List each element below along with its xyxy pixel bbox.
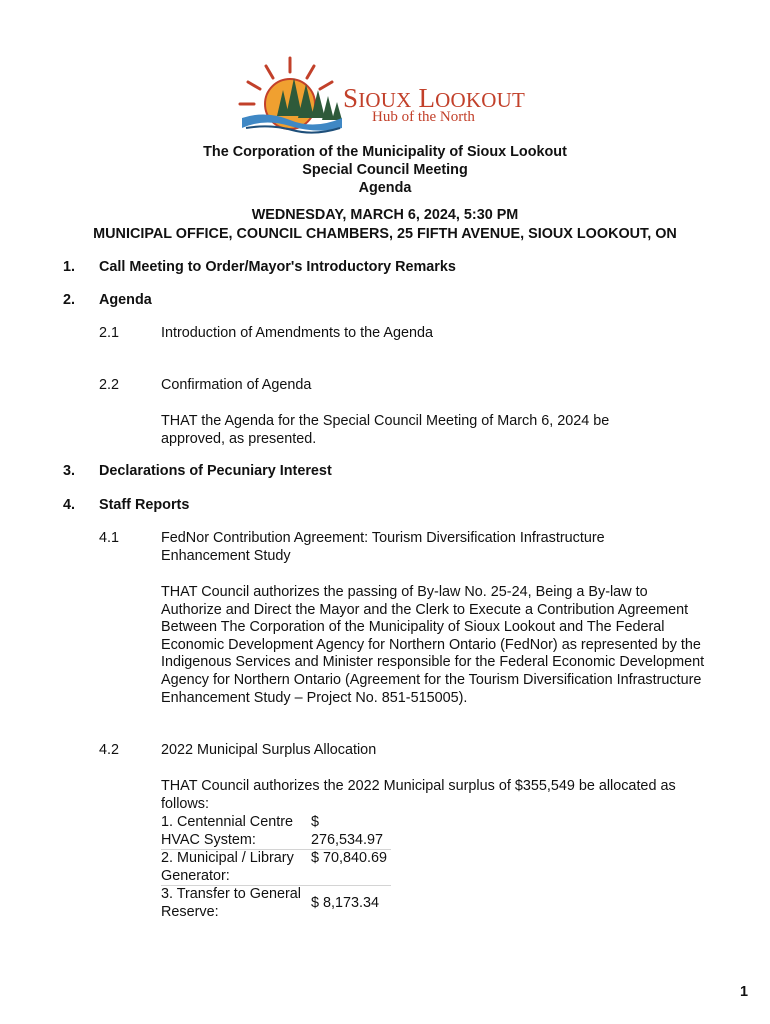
- allocation-description: 3. Transfer to General Reserve:: [161, 886, 301, 920]
- table-row: [161, 814, 391, 850]
- item-title: Agenda: [99, 292, 152, 308]
- logo-title: SIOUX LOOKOUT: [343, 83, 526, 113]
- item-number: 1.: [63, 259, 76, 275]
- meeting-heading: Special Council Meeting: [302, 162, 468, 178]
- municipal-logo: [236, 54, 536, 136]
- allocation-amount: $ 276,534.97: [311, 814, 384, 848]
- allocation-table: [161, 814, 391, 922]
- motion-text: THAT Council authorizes the passing of By-law No. 25-24, Being a By-law to Authorize and Direct the Mayor and the Clerk to Execute a Contribution Agreement Between The Corporation of the Municipality of Sioux Lookout and The Federal Economic Development Agency for Northern Ontario (FedNor) as represented by the Indigenous Services and Minister responsible for the Federal Economic Development Agency for Northern Ontario (Agreement for the Tourism Diversification Infrastructure Enhancement Study – Project No. 851-515005).: [161, 584, 705, 706]
- allocation-description: 1. Centennial Centre HVAC System:: [161, 814, 293, 848]
- meeting-location: MUNICIPAL OFFICE, COUNCIL CHAMBERS, 25 FIFTH AVENUE, SIOUX LOOKOUT, ON: [93, 226, 677, 242]
- subitem-number: 2.2: [99, 377, 120, 393]
- allocation-amount: $ 70,840.69: [311, 850, 388, 867]
- table-row: [161, 886, 391, 921]
- subitem-title: FedNor Contribution Agreement: Tourism Diversification Infrastructure Enhancement Study: [161, 530, 605, 564]
- item-title: Call Meeting to Order/Mayor's Introductory Remarks: [99, 259, 456, 275]
- subitem-number: 4.1: [99, 530, 120, 546]
- sun-logo-icon: [236, 54, 346, 136]
- page-number: 1: [739, 984, 748, 1000]
- item-title: Declarations of Pecuniary Interest: [99, 463, 332, 479]
- corporation-heading: The Corporation of the Municipality of Sioux Lookout: [203, 144, 567, 160]
- subitem-title: Confirmation of Agenda: [161, 377, 312, 393]
- table-row: [161, 850, 391, 886]
- subitem-title: Introduction of Amendments to the Agenda: [161, 325, 434, 341]
- motion-text: THAT Council authorizes the 2022 Municipal surplus of $355,549 be allocated as follows:: [161, 778, 676, 812]
- item-number: 4.: [63, 497, 76, 513]
- allocation-description: 2. Municipal / Library Generator:: [161, 850, 294, 884]
- allocation-amount: $ 8,173.34: [311, 895, 380, 912]
- document-heading: Agenda: [358, 180, 412, 196]
- logo-subtitle: Hub of the North: [372, 109, 475, 125]
- motion-text: THAT the Agenda for the Special Council Meeting of March 6, 2024 be approved, as presented.: [161, 413, 610, 447]
- subitem-number: 2.1: [99, 325, 120, 341]
- meeting-datetime: WEDNESDAY, MARCH 6, 2024, 5:30 PM: [251, 207, 519, 223]
- item-number: 2.: [63, 292, 76, 308]
- item-number: 3.: [63, 463, 76, 479]
- subitem-title: 2022 Municipal Surplus Allocation: [161, 742, 377, 758]
- subitem-number: 4.2: [99, 742, 120, 758]
- item-title: Staff Reports: [99, 497, 190, 513]
